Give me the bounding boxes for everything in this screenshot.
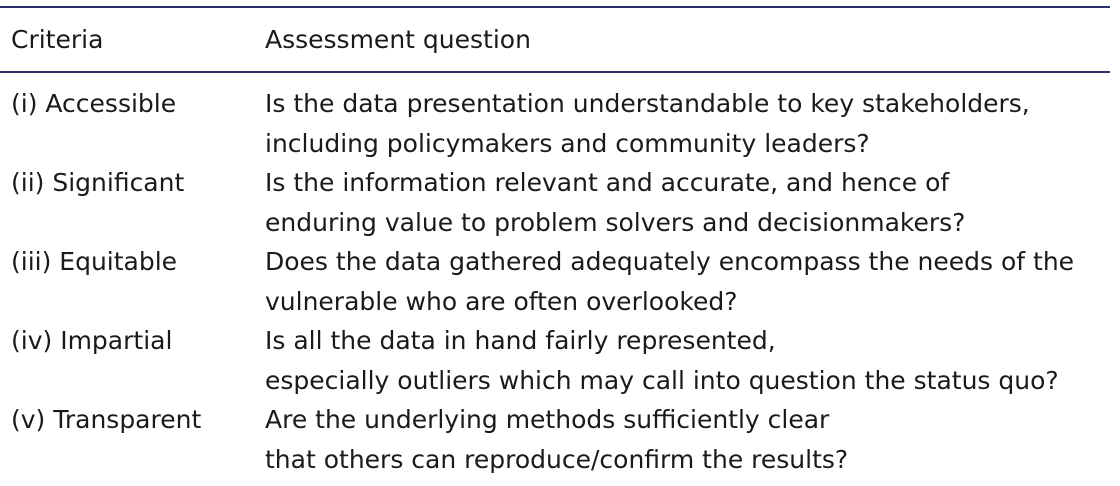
- question-line: especially outliers which may call into question the status quo?: [265, 366, 1059, 395]
- question-cell: [265, 400, 848, 480]
- question-line: that others can reproduce/confirm the results?: [265, 445, 849, 474]
- question-line: Are the underlying methods sufficiently clear: [265, 405, 830, 434]
- table-row: [0, 321, 1120, 407]
- question-line: Is the data presentation understandable to key stakeholders,: [265, 89, 1030, 118]
- question-line: vulnerable who are often overlooked?: [265, 287, 738, 316]
- table-row: [0, 242, 1120, 328]
- table-row: [0, 163, 1120, 249]
- question-line: Does the data gathered adequately encompass the needs of the: [265, 247, 1075, 276]
- question-cell: [265, 84, 1030, 164]
- question-line: Is all the data in hand fairly represented,: [265, 326, 776, 355]
- question-cell: [265, 321, 1059, 401]
- question-line: enduring value to problem solvers and decisionmakers?: [265, 208, 966, 237]
- question-cell: [265, 163, 965, 243]
- criterion-cell: (iv) Impartial: [11, 326, 173, 355]
- question-line: including policymakers and community leaders?: [265, 129, 870, 158]
- table-top-rule: [0, 6, 1110, 8]
- header-assessment-question: Assessment question: [265, 25, 531, 54]
- criterion-cell: (i) Accessible: [11, 89, 177, 118]
- table-header-rule: [0, 71, 1110, 73]
- criterion-cell: (v) Transparent: [11, 405, 202, 434]
- question-cell: [265, 242, 1074, 322]
- criterion-cell: (ii) Significant: [11, 168, 185, 197]
- criterion-cell: (iii) Equitable: [11, 247, 178, 276]
- question-line: Is the information relevant and accurate, and hence of: [265, 168, 950, 197]
- table-row: [0, 84, 1120, 170]
- header-criteria: Criteria: [11, 25, 104, 54]
- table-row: [0, 400, 1120, 486]
